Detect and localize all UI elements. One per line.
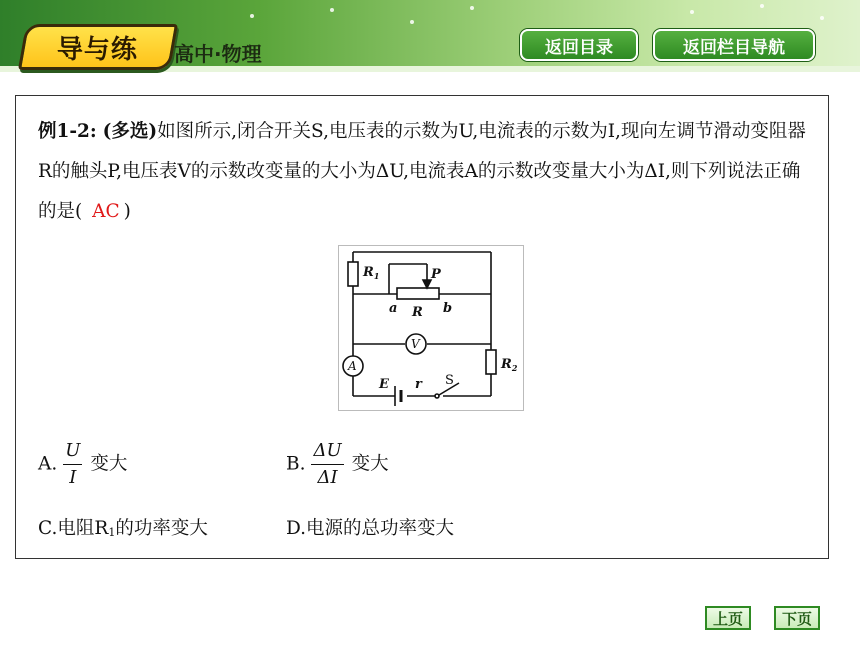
next-page-button[interactable]: 下页 bbox=[774, 606, 820, 630]
question-body: 如图所示,闭合开关S,电压表的示数为U,电流表的示数为I,现向左调节滑动变阻器R的触头P,电压表V的示数改变量的大小为ΔU,电流表A的示数改变量大小为ΔI,则下列说法正确的是( bbox=[38, 121, 806, 222]
sparkle-decoration bbox=[330, 8, 334, 12]
voltmeter-label: V bbox=[411, 337, 420, 351]
option-b-suffix: 变大 bbox=[351, 453, 389, 475]
question-text bbox=[38, 112, 816, 232]
option-c bbox=[38, 514, 208, 540]
fraction-numerator: U bbox=[63, 440, 82, 465]
option-d: D.电源的总功率变大 bbox=[286, 518, 455, 539]
label-r: R bbox=[412, 305, 423, 320]
question-label: 例1-2: bbox=[38, 121, 97, 142]
sparkle-decoration bbox=[690, 10, 694, 14]
circuit-diagram bbox=[338, 245, 524, 411]
answer-text: AC bbox=[92, 201, 120, 222]
brand-logo bbox=[18, 24, 178, 70]
fraction-numerator: ΔU bbox=[311, 440, 343, 465]
option-c-subscript: 1 bbox=[108, 526, 116, 539]
option-a-prefix: A. bbox=[38, 453, 58, 475]
fraction-denominator: ΔI bbox=[317, 467, 338, 488]
sparkle-decoration bbox=[760, 4, 764, 8]
sparkle-decoration bbox=[250, 14, 254, 18]
question-close: ) bbox=[123, 201, 131, 222]
sparkle-decoration bbox=[470, 6, 474, 10]
option-a-suffix: 变大 bbox=[90, 453, 128, 475]
label-b: b bbox=[443, 301, 453, 316]
option-a-fraction bbox=[63, 440, 82, 489]
option-b-fraction bbox=[311, 440, 343, 489]
option-a bbox=[38, 440, 127, 489]
previous-page-button[interactable]: 上页 bbox=[705, 606, 751, 630]
question-panel bbox=[15, 95, 829, 559]
sparkle-decoration bbox=[820, 16, 824, 20]
logo-text: 导与练 bbox=[57, 34, 139, 65]
question-type: (多选) bbox=[102, 121, 158, 142]
back-to-contents-button[interactable]: 返回目录 bbox=[520, 29, 638, 61]
option-c-prefix: C.电阻R bbox=[38, 518, 109, 539]
option-b-prefix: B. bbox=[286, 453, 306, 475]
label-r2: $R_2$ bbox=[501, 357, 518, 373]
label-p: P bbox=[431, 267, 441, 282]
label-e: E bbox=[379, 377, 389, 392]
subject-title: 高中·物理 bbox=[174, 42, 262, 66]
fraction-denominator: I bbox=[69, 467, 77, 488]
option-b bbox=[286, 440, 389, 489]
sparkle-decoration bbox=[410, 20, 414, 24]
label-r-internal: r bbox=[415, 377, 422, 392]
label-r1: $R_1$ bbox=[363, 265, 380, 281]
label-a: a bbox=[389, 301, 398, 316]
ammeter-label: A bbox=[348, 359, 357, 373]
back-to-section-nav-button[interactable]: 返回栏目导航 bbox=[653, 29, 815, 61]
option-c-suffix: 的功率变大 bbox=[115, 518, 208, 539]
label-s: S bbox=[445, 373, 454, 388]
